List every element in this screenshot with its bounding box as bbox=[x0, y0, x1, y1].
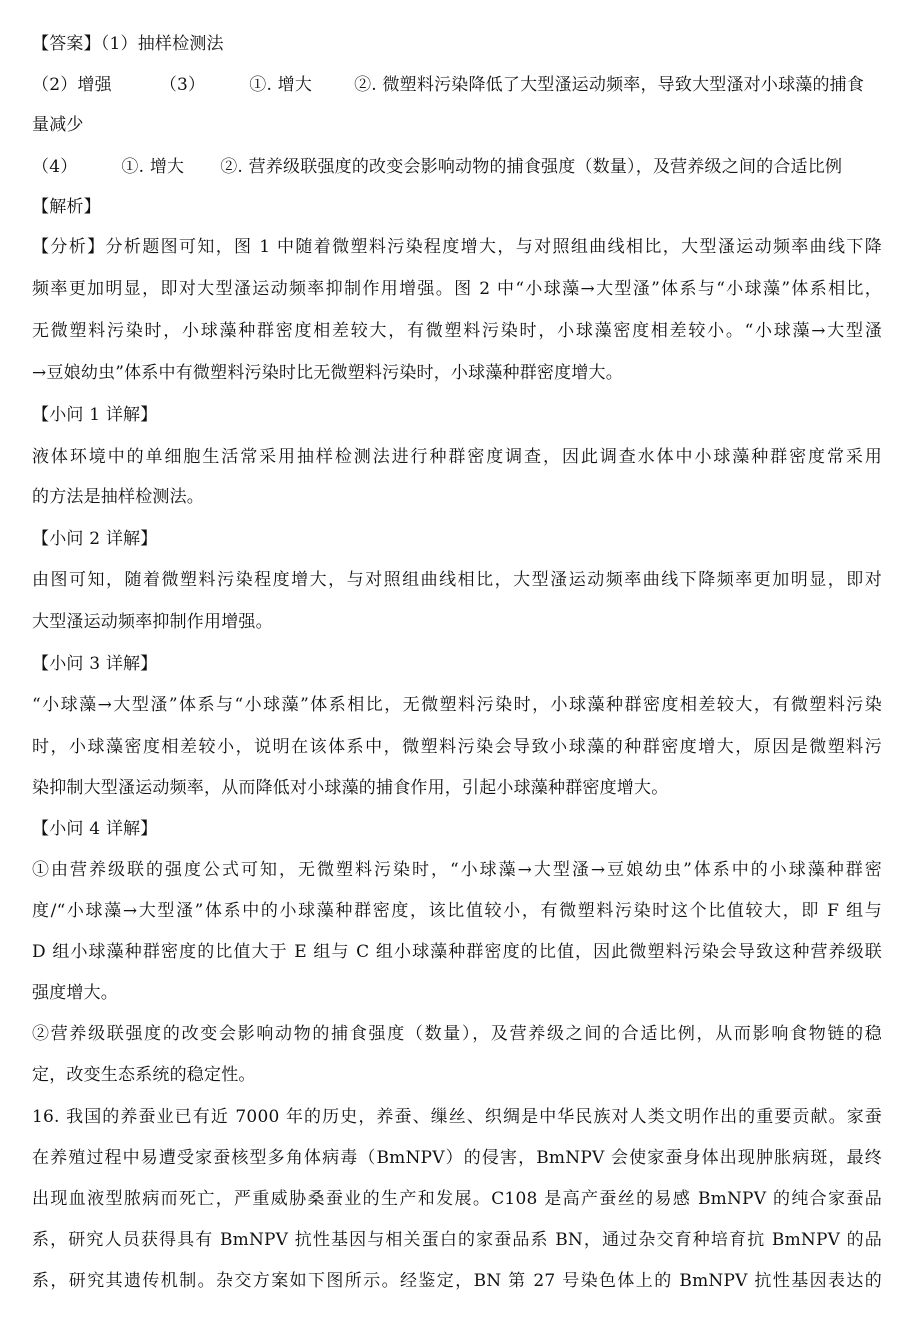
question-16-line: 在养殖过程中易遭受家蚕核型多角体病毒（BmNPV）的侵害，BmNPV 会使家蚕身体出现肿胀病斑，最终 bbox=[32, 1148, 882, 1168]
q4-line: 定，改变生态系统的稳定性。 bbox=[32, 1065, 256, 1085]
q1-line: 的方法是抽样检测法。 bbox=[32, 487, 204, 507]
question-16-line: 出现血液型脓病而死亡，严重威胁桑蚕业的生产和发展。C108 是高产蚕丝的易感 BmNPV 的纯合家蚕品 bbox=[32, 1189, 882, 1209]
question-16-line: 系，研究人员获得具有 BmNPV 抗性基因与相关蛋白的家蚕品系 BN，通过杂交育种培育抗 BmNPV 的品 bbox=[32, 1230, 882, 1250]
answer-line-4 bbox=[32, 156, 882, 178]
analysis-heading: 【解析】 bbox=[32, 197, 101, 217]
analysis-line: 频率更加明显，即对大型溞运动频率抑制作用增强。图 2 中“小球藻→大型溞”体系与“小球藻”体系相比， bbox=[32, 279, 882, 299]
answer-line-1: 【答案】（1）抽样检测法 bbox=[32, 34, 224, 54]
q4-line: 强度增大。 bbox=[32, 983, 118, 1003]
q3-line: 时，小球藻密度相差较小，说明在该体系中，微塑料污染会导致小球藻的种群密度增大，原因是微塑料污 bbox=[32, 737, 882, 757]
answer-part-2: （2）增强 bbox=[32, 75, 112, 95]
analysis-line: 无微塑料污染时，小球藻种群密度相差较大，有微塑料污染时，小球藻密度相差较小。“小球藻→大型溞 bbox=[32, 321, 882, 341]
question-16-line: 系，研究其遗传机制。杂交方案如下图所示。经鉴定，BN 第 27 号染色体上的 BmNPV 抗性基因表达的 bbox=[32, 1271, 882, 1291]
q2-heading: 【小问 2 详解】 bbox=[32, 529, 158, 549]
q4-line: 度/“小球藻→大型溞”体系中的小球藻种群密度，该比值较小，有微塑料污染时这个比值较大，即 F 组与 bbox=[32, 901, 882, 921]
q3-line: 染抑制大型溞运动频率，从而降低对小球藻的捕食作用，引起小球藻种群密度增大。 bbox=[32, 778, 669, 798]
q2-line: 大型溞运动频率抑制作用增强。 bbox=[32, 612, 273, 632]
question-16-line: 16. 我国的养蚕业已有近 7000 年的历史，养蚕、缫丝、织绸是中华民族对人类文明作出的重要贡献。家蚕 bbox=[32, 1107, 882, 1127]
answer-part-3-1: ①. 增大 bbox=[249, 75, 313, 95]
q4-line: ①由营养级联的强度公式可知，无微塑料污染时，“小球藻→大型溞→豆娘幼虫”体系中的小球藻种群密 bbox=[32, 860, 882, 880]
q1-heading: 【小问 1 详解】 bbox=[32, 405, 158, 425]
answer-part-3-2: ②. 微塑料污染降低了大型溞运动频率，导致大型溞对小球藻的捕食 bbox=[354, 75, 865, 95]
q4-line: D 组小球藻种群密度的比值大于 E 组与 C 组小球藻种群密度的比值，因此微塑料污染会导致这种营养级联 bbox=[32, 942, 882, 962]
answer-part-3: （3） bbox=[159, 75, 206, 95]
answer-line-2 bbox=[32, 74, 882, 96]
q4-heading: 【小问 4 详解】 bbox=[32, 819, 158, 839]
q3-heading: 【小问 3 详解】 bbox=[32, 654, 158, 674]
answer-part-4-2: ②. 营养级联强度的改变会影响动物的捕食强度（数量），及营养级之间的合适比例 bbox=[220, 157, 843, 177]
answer-part-4-1: ①. 增大 bbox=[121, 157, 185, 177]
answer-line-3: 量减少 bbox=[32, 115, 84, 135]
analysis-line: 【分析】分析题图可知，图 1 中随着微塑料污染程度增大，与对照组曲线相比，大型溞运动频率曲线下降 bbox=[32, 237, 882, 257]
analysis-line: →豆娘幼虫”体系中有微塑料污染时比无微塑料污染时，小球藻种群密度增大。 bbox=[32, 363, 623, 383]
q1-line: 液体环境中的单细胞生活常采用抽样检测法进行种群密度调查，因此调查水体中小球藻种群密度常采用 bbox=[32, 447, 882, 467]
q4-line: ②营养级联强度的改变会影响动物的捕食强度（数量），及营养级之间的合适比例，从而影响食物链的稳 bbox=[32, 1024, 882, 1044]
q2-line: 由图可知，随着微塑料污染程度增大，与对照组曲线相比，大型溞运动频率曲线下降频率更加明显，即对 bbox=[32, 570, 882, 590]
answer-part-4: （4） bbox=[32, 157, 78, 177]
q3-line: “小球藻→大型溞”体系与“小球藻”体系相比，无微塑料污染时，小球藻种群密度相差较大，有微塑料污染 bbox=[32, 695, 882, 715]
